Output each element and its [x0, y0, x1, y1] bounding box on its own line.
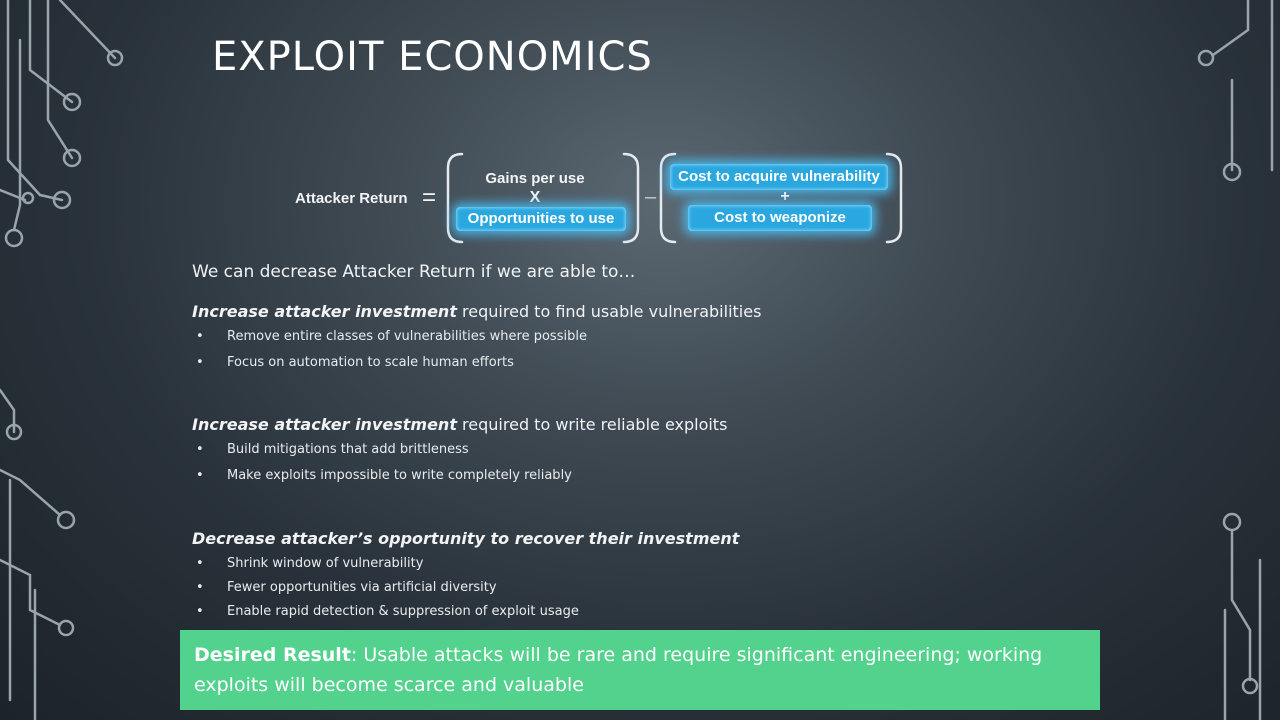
list-item: [192, 354, 761, 380]
list-item: [192, 603, 739, 627]
minus-sign: –: [645, 186, 657, 208]
bullet-icon: •: [196, 604, 204, 619]
section-heading: [192, 415, 727, 434]
cost-acquire-box: Cost to acquire vulnerability: [670, 164, 888, 190]
bullet-icon: •: [196, 442, 204, 457]
bullet-text: Focus on automation to scale human efforts: [227, 355, 514, 370]
list-item: [192, 441, 727, 467]
equals-sign: =: [422, 184, 437, 211]
bullet-list: [192, 328, 761, 380]
section-recover-investment: [192, 529, 739, 627]
cost-weaponize-box: Cost to weaponize: [688, 205, 872, 231]
section-heading-emphasis: Increase attacker investment: [192, 415, 457, 434]
attacker-return-label: Attacker Return: [295, 190, 408, 207]
section-find-vulnerabilities: [192, 302, 761, 380]
gains-per-use-label: Gains per use: [485, 170, 585, 187]
bullet-list: [192, 441, 727, 493]
times-sign: X: [529, 189, 541, 206]
section-heading: [192, 302, 761, 321]
bullet-icon: •: [196, 329, 204, 344]
bullet-text: Fewer opportunities via artificial diversity: [227, 580, 497, 595]
section-heading-emphasis: Increase attacker investment: [192, 302, 457, 321]
list-item: [192, 555, 739, 579]
bullet-list: [192, 555, 739, 627]
list-item: [192, 579, 739, 603]
bullet-text: Remove entire classes of vulnerabilities where possible: [227, 329, 587, 344]
plus-sign: +: [780, 188, 790, 205]
bullet-text: Build mitigations that add brittleness: [227, 442, 469, 457]
section-heading-emphasis: Decrease attacker’s opportunity to recover their investment: [192, 529, 740, 548]
section-heading: [192, 529, 739, 548]
section-heading-rest: required to write reliable exploits: [456, 415, 728, 434]
bullet-text: Shrink window of vulnerability: [227, 556, 424, 571]
desired-result-label: Desired Result: [194, 644, 351, 666]
bullet-text: Make exploits impossible to write completely reliably: [227, 468, 572, 483]
section-heading-rest: required to find usable vulnerabilities: [456, 302, 762, 321]
section-reliable-exploits: [192, 415, 727, 493]
attacker-return-formula: [290, 150, 910, 246]
bullet-icon: •: [196, 355, 204, 370]
intro-text: We can decrease Attacker Return if we are able to…: [192, 262, 636, 282]
bullet-text: Enable rapid detection & suppression of exploit usage: [227, 604, 579, 619]
desired-result-box: [180, 630, 1100, 710]
bullet-icon: •: [196, 468, 204, 483]
list-item: [192, 467, 727, 493]
bullet-icon: •: [196, 580, 204, 595]
desired-result-text: : Usable attacks will be rare and require significant engineering; working exploits will become scarce and valuable: [194, 644, 1043, 696]
opportunities-box: Opportunities to use: [456, 207, 626, 231]
bullet-icon: •: [196, 556, 204, 571]
slide-title: EXPLOIT ECONOMICS: [212, 34, 653, 80]
list-item: [192, 328, 761, 354]
